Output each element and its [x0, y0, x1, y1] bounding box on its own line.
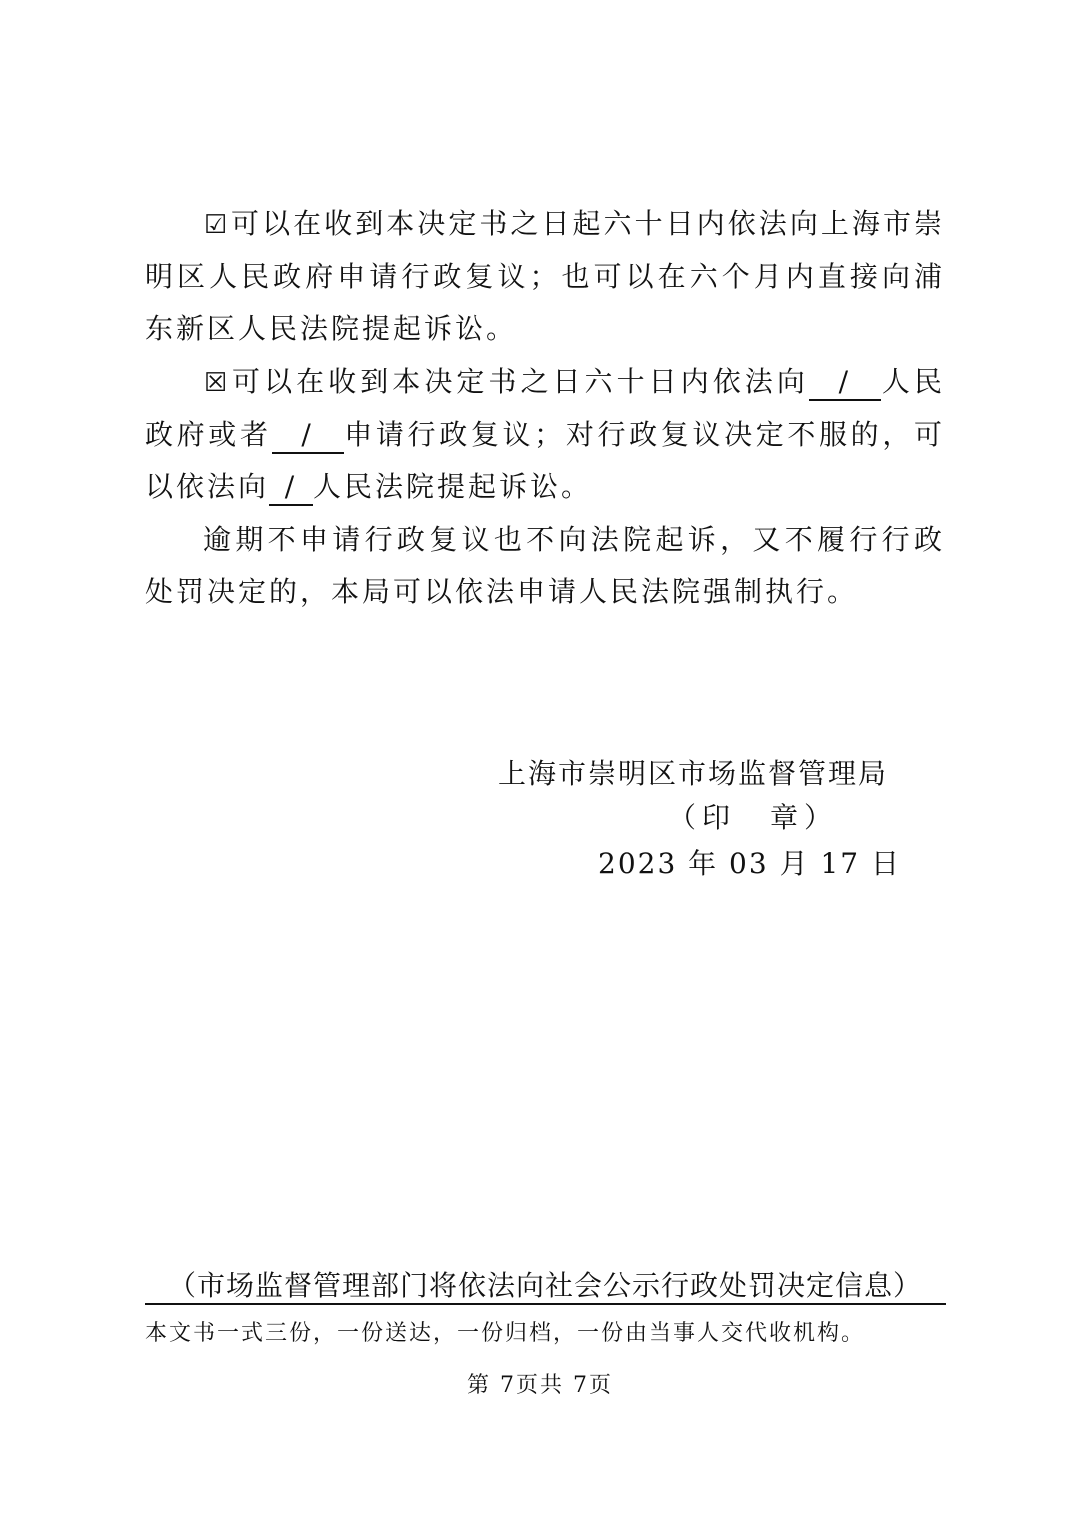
page-number: 第 7页共 7页 [467, 1373, 613, 1398]
seal-placeholder: （印 章） [668, 801, 839, 834]
copies-note: 本文书一式三份，一份送达，一份归档，一份由当事人交代收机构。 [145, 1321, 866, 1346]
option-reconsideration-checked [145, 198, 945, 355]
issue-date: 2023 年 03 月 17 日 [598, 847, 902, 880]
crossed-box-icon: ☒ [203, 368, 231, 398]
option-reconsideration-crossed [145, 356, 945, 513]
checked-box-icon: ☑ [203, 210, 231, 240]
option-text-part: 人民政府或者 [145, 365, 945, 451]
option-text-part: 人民法院提起诉讼。 [313, 470, 593, 503]
option-text-part: 申请行政复议；对行政复议决定不服的，可以依法向 [145, 418, 945, 503]
overdue-paragraph: 逾期不申请行政复议也不向法院起诉，又不履行行政处罚决定的，本局可以依法申请人民法院强制执行。 [145, 523, 945, 608]
issuing-organization: 上海市崇明区市场监督管理局 [498, 757, 889, 790]
blank-court: / [269, 472, 313, 506]
footer-divider [145, 1303, 946, 1305]
blank-agency: / [272, 420, 344, 454]
public-notice: （市场监督管理部门将依法向社会公示行政处罚决定信息） [167, 1269, 922, 1302]
option-text: 可以在收到本决定书之日起六十日内依法向上海市崇明区人民政府申请行政复议；也可以在六个月内直接向浦东新区人民法院提起诉讼。 [145, 207, 945, 345]
blank-government: / [809, 367, 881, 401]
option-text-part: 可以在收到本决定书之日六十日内依法向 [231, 365, 809, 398]
